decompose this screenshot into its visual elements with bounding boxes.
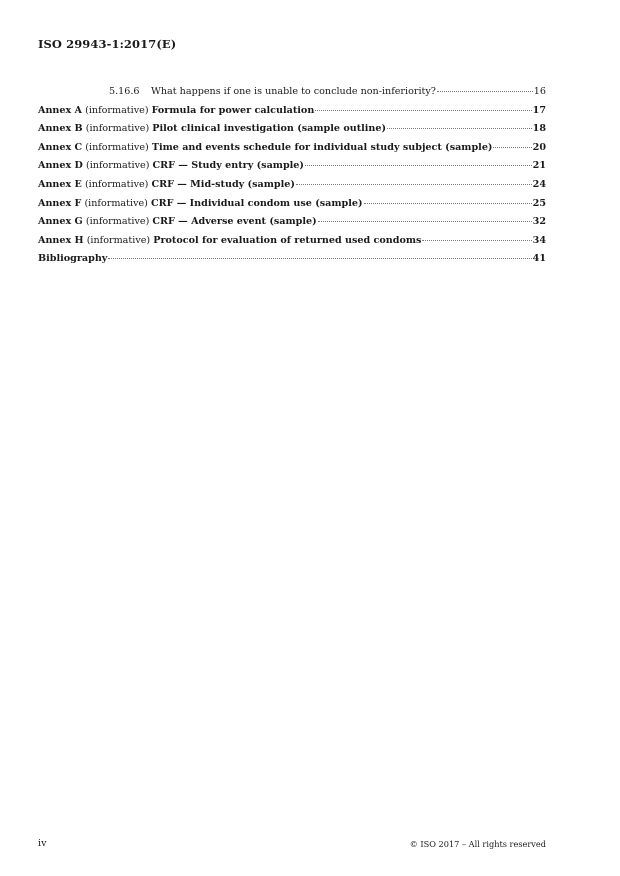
annex-title: CRF — Adverse event (sample): [152, 216, 317, 228]
toc-leader-dots: [315, 110, 531, 111]
page-number: iv: [38, 838, 47, 849]
annex-type: (informative): [85, 141, 149, 153]
copyright-notice: © ISO 2017 – All rights reserved: [409, 839, 546, 849]
bibliography-label: Bibliography: [38, 253, 108, 265]
toc-entry-title: What happens if one is unable to conclude non-inferiority?: [151, 86, 436, 97]
toc-leader-dots: [437, 91, 533, 92]
document-id-header: ISO 29943-1:2017(E): [38, 37, 177, 51]
annex-title: CRF — Study entry (sample): [152, 160, 304, 172]
toc-entry-page: 25: [532, 197, 546, 209]
annex-type: (informative): [86, 234, 151, 246]
toc-entry-annex-d[interactable]: [38, 160, 546, 179]
toc-entry-annex-b[interactable]: [38, 123, 546, 142]
toc-entry-page: 34: [532, 234, 546, 246]
toc-leader-dots: [364, 203, 532, 204]
toc-entry-annex-f[interactable]: [38, 198, 546, 217]
toc-leader-dots: [296, 184, 532, 185]
annex-label: Annex D: [38, 160, 83, 172]
toc-entry-number: 5.16.6: [109, 86, 140, 97]
toc-entry-bibliography[interactable]: [38, 253, 546, 272]
toc-entry-page: 21: [532, 160, 546, 172]
annex-type: (informative): [84, 178, 149, 190]
toc-leader-dots: [305, 165, 532, 166]
annex-label: Annex A: [38, 104, 83, 116]
annex-title: CRF — Individual condom use (sample): [150, 197, 363, 209]
annex-title: Protocol for evaluation of returned used condoms: [153, 234, 422, 246]
toc-entry-page: 32: [532, 216, 546, 228]
toc-entry-page: 24: [532, 178, 546, 190]
toc-entry-5-16-6[interactable]: [38, 86, 546, 105]
toc-entry-annex-a[interactable]: [38, 105, 546, 124]
annex-label: Annex E: [38, 178, 82, 190]
annex-title: Pilot clinical investigation (sample outline): [152, 123, 387, 135]
toc-leader-dots: [318, 221, 532, 222]
toc-entry-page: 20: [532, 141, 546, 153]
toc-entry-page: 17: [532, 104, 546, 116]
annex-type: (informative): [84, 197, 148, 209]
annex-type: (informative): [85, 104, 149, 116]
annex-type: (informative): [85, 160, 150, 172]
table-of-contents: [38, 86, 546, 272]
toc-leader-dots: [422, 240, 531, 241]
annex-label: Annex G: [38, 216, 83, 228]
toc-leader-dots: [387, 128, 532, 129]
toc-entry-page: 18: [532, 123, 546, 135]
toc-leader-dots: [493, 147, 531, 148]
toc-leader-dots: [108, 258, 531, 259]
toc-entry-page: 16: [533, 86, 546, 97]
toc-entry-annex-h[interactable]: [38, 235, 546, 254]
toc-entry-page: 41: [532, 253, 546, 265]
annex-type: (informative): [85, 216, 150, 228]
annex-type: (informative): [85, 123, 150, 135]
toc-entry-annex-e[interactable]: [38, 179, 546, 198]
toc-entry-annex-c[interactable]: [38, 142, 546, 161]
annex-label: Annex F: [38, 197, 82, 209]
annex-label: Annex H: [38, 234, 84, 246]
toc-entry-annex-g[interactable]: [38, 216, 546, 235]
annex-title: CRF — Mid-study (sample): [151, 178, 295, 190]
annex-label: Annex C: [38, 141, 83, 153]
annex-title: Time and events schedule for individual study subject (sample): [151, 141, 493, 153]
annex-title: Formula for power calculation: [151, 104, 315, 116]
annex-label: Annex B: [38, 123, 83, 135]
